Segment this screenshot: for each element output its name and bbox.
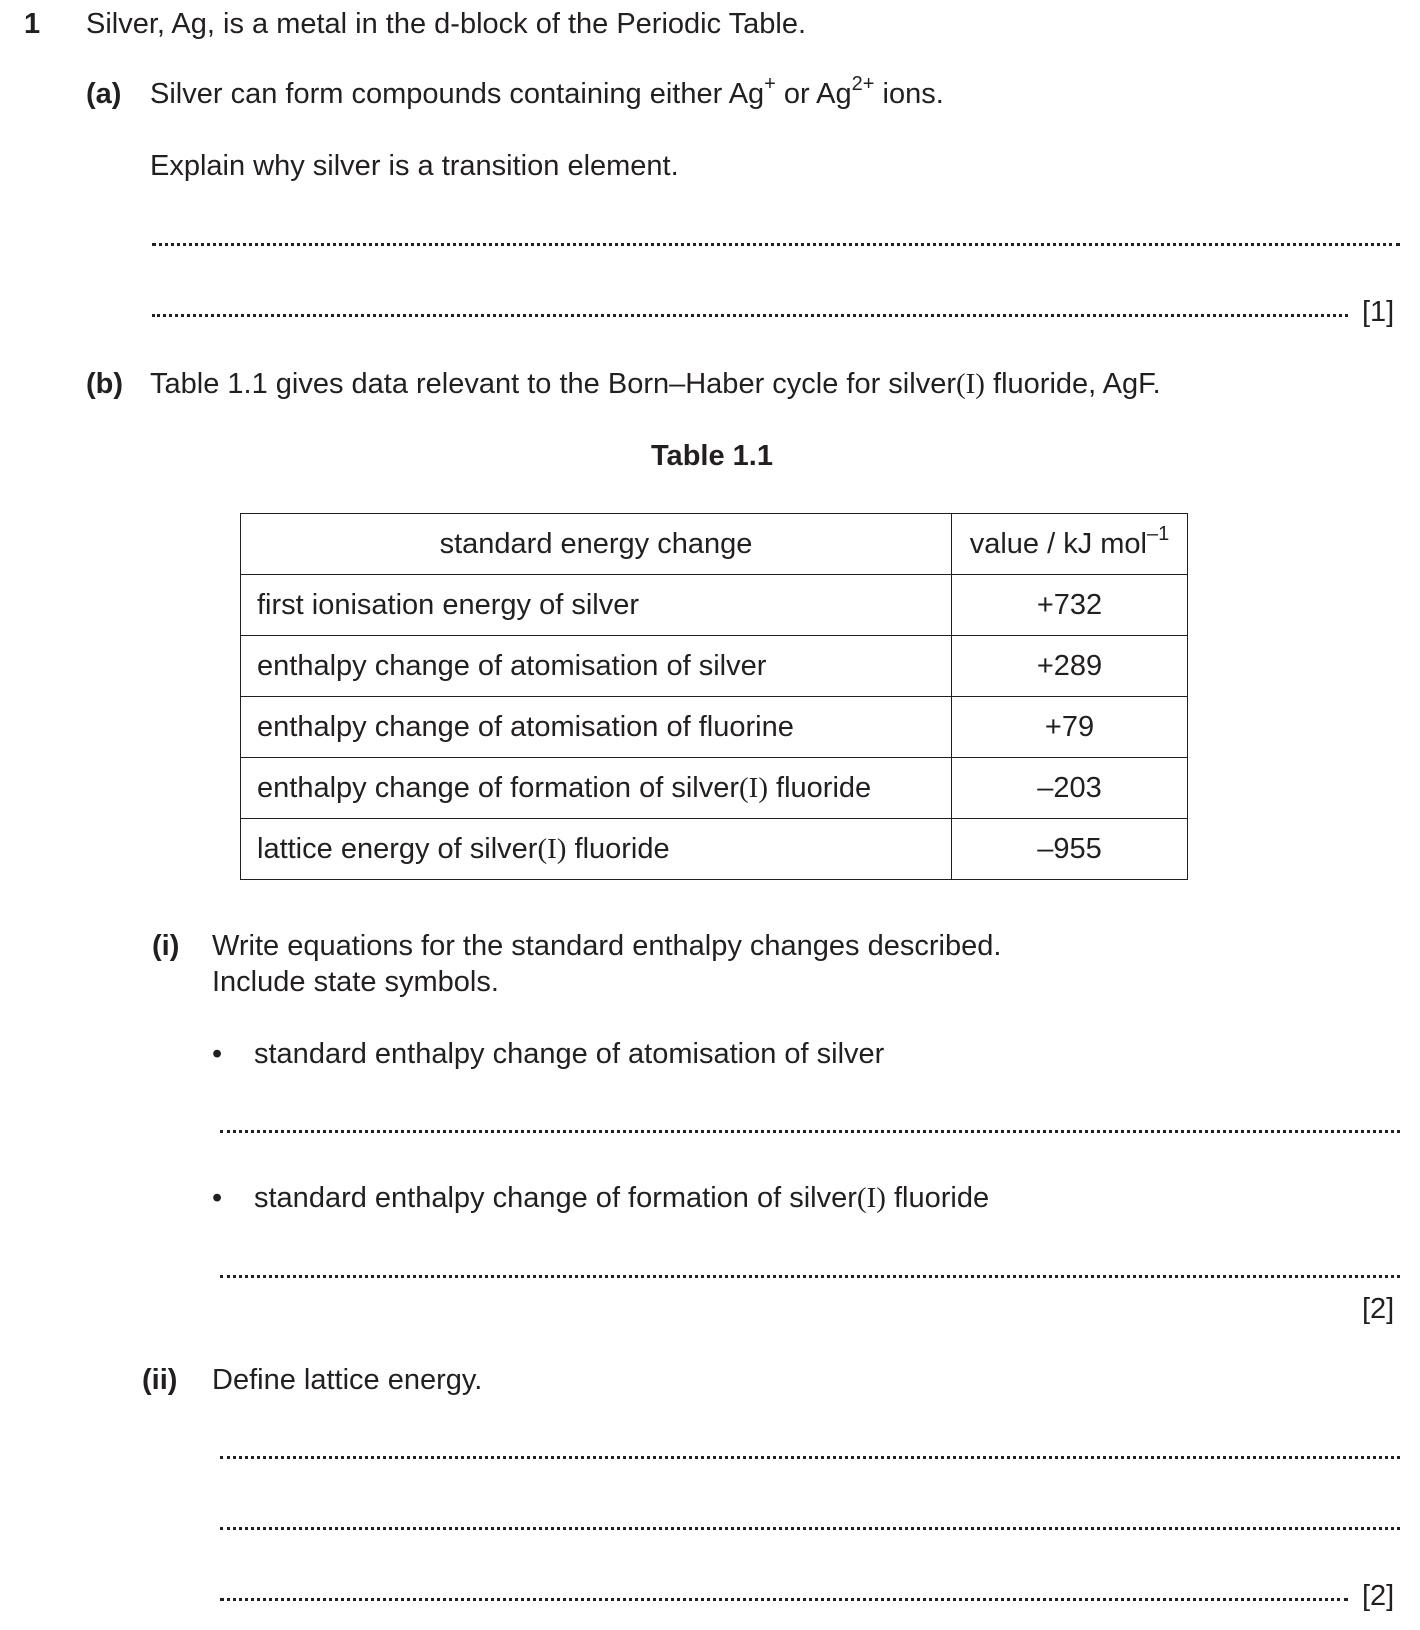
row-change: enthalpy change of atomisation of silver — [241, 636, 952, 697]
part-a-marks: [1] — [1362, 296, 1395, 328]
table-header-row — [241, 514, 1188, 575]
bullet-icon: • — [212, 1182, 223, 1214]
row-value: +79 — [952, 697, 1188, 758]
table-row — [241, 819, 1188, 880]
roman-numeral: (I) — [955, 368, 985, 400]
row-value: +732 — [952, 575, 1188, 636]
roman-numeral: (I) — [739, 771, 768, 804]
part-b-i-label: (i) — [152, 930, 180, 962]
row-value: –203 — [952, 758, 1188, 819]
roman-numeral: (I) — [537, 832, 567, 865]
energy-data-table — [240, 513, 1188, 880]
row-value: +289 — [952, 636, 1188, 697]
part-b-label: (b) — [86, 368, 124, 400]
bullet-item-formation — [254, 1184, 989, 1213]
answer-line-a-1[interactable] — [152, 243, 1400, 246]
question-stem: Silver, Ag, is a metal in the d-block of the Periodic Table. — [86, 8, 807, 40]
row-change — [241, 819, 952, 880]
answer-line-b-ii-3[interactable] — [220, 1598, 1348, 1601]
header-value-exponent: –1 — [1147, 522, 1170, 545]
row-change — [241, 758, 952, 819]
header-energy-change: standard energy change — [241, 514, 952, 575]
part-b-i-line2: Include state symbols. — [212, 966, 499, 998]
part-a-label: (a) — [86, 78, 122, 110]
row-change: enthalpy change of atomisation of fluorine — [241, 697, 952, 758]
ag-2plus-charge: 2+ — [851, 73, 875, 95]
part-b-ii-marks: [2] — [1362, 1580, 1395, 1612]
row-change-end: fluoride — [767, 771, 872, 804]
row-change-start: enthalpy change of formation of silver — [257, 771, 739, 804]
part-b-ii-label: (ii) — [142, 1364, 178, 1396]
table-caption: Table 1.1 — [651, 440, 773, 472]
bullet2-start: standard enthalpy change of formation of silver — [254, 1182, 857, 1214]
header-value-text: value / kJ mol — [969, 527, 1148, 560]
bullet-icon: • — [212, 1038, 223, 1070]
header-value — [952, 514, 1188, 575]
answer-line-b-i-2[interactable] — [220, 1275, 1400, 1278]
part-a-text-start: Silver can form compounds containing either Ag — [150, 78, 765, 110]
answer-line-b-ii-1[interactable] — [220, 1456, 1400, 1459]
part-a-prompt: Explain why silver is a transition element. — [150, 150, 679, 182]
part-a-text-end: ions. — [874, 78, 944, 110]
row-change: first ionisation energy of silver — [241, 575, 952, 636]
part-b-i-marks: [2] — [1362, 1293, 1395, 1325]
table-row — [241, 575, 1188, 636]
answer-line-b-ii-2[interactable] — [220, 1527, 1400, 1530]
part-a-text — [150, 73, 944, 110]
part-b-text — [150, 370, 1161, 399]
part-b-text-start: Table 1.1 gives data relevant to the Born–Haber cycle for silver — [150, 368, 956, 400]
row-change-end: fluoride — [566, 832, 670, 865]
part-b-i-line1: Write equations for the standard enthalpy changes described. — [212, 930, 1002, 962]
answer-line-a-2[interactable] — [152, 314, 1348, 317]
answer-line-b-i-1[interactable] — [220, 1130, 1400, 1133]
bullet2-end: fluoride — [885, 1182, 990, 1214]
ag-plus-charge: + — [764, 73, 776, 95]
table-row — [241, 697, 1188, 758]
table-row — [241, 636, 1188, 697]
bullet-item-atomisation: standard enthalpy change of atomisation of silver — [254, 1038, 885, 1070]
question-number: 1 — [24, 8, 41, 40]
roman-numeral: (I) — [856, 1182, 886, 1214]
row-value: –955 — [952, 819, 1188, 880]
row-change-start: lattice energy of silver — [257, 832, 538, 865]
table-row — [241, 758, 1188, 819]
part-b-ii-text: Define lattice energy. — [212, 1364, 483, 1396]
part-a-text-mid: or Ag — [775, 78, 852, 110]
part-b-text-end: fluoride, AgF. — [984, 368, 1161, 400]
